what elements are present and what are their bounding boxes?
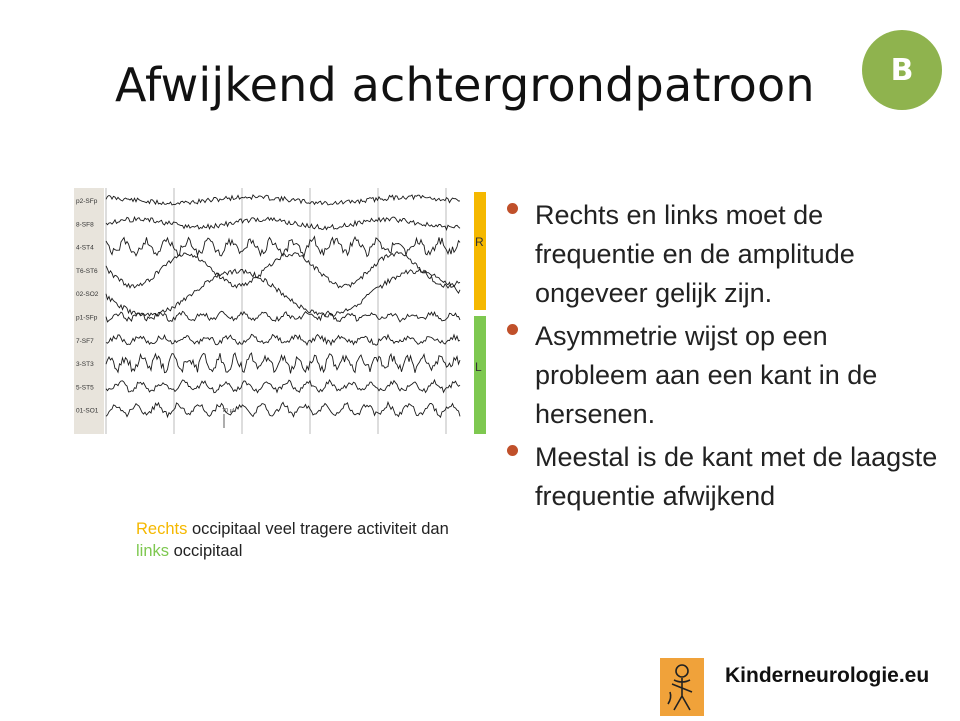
caption-right-word: Rechts: [136, 520, 188, 538]
channel-label: 3-ST3: [76, 361, 94, 369]
caption-left-word: links: [136, 542, 170, 560]
channel-label: 8-SF8: [76, 221, 94, 229]
side-label-left: L: [475, 360, 482, 374]
channel-label: 7-SF7: [76, 337, 94, 345]
channel-label: p1-SFp: [76, 314, 98, 322]
logo-figure-icon: [660, 658, 704, 716]
channel-label: p2-SFp: [76, 198, 98, 205]
channel-label: 5-ST5: [76, 384, 94, 392]
right-hemisphere-bar: [474, 192, 486, 310]
channel-label: 01-SO1: [76, 407, 99, 415]
bullet-text: Asymmetrie wijst op een probleem aan een kant in de hersenen.: [535, 321, 878, 429]
bullet-dot-icon: [507, 445, 518, 456]
channel-label: 4-ST4: [76, 244, 94, 252]
eeg-traces: [74, 186, 490, 438]
bullet-dot-icon: [507, 324, 518, 335]
site-logo: [660, 658, 930, 718]
bullet-dot-icon: [507, 203, 518, 214]
channel-label: T6-ST6: [76, 267, 98, 275]
bullet-item: [505, 317, 945, 434]
caption-text-end: occipitaal: [169, 542, 243, 560]
channel-label: 02-SO2: [76, 291, 99, 299]
bullet-text: Meestal is de kant met de laagste frequentie afwijkend: [535, 442, 938, 511]
figure-caption: [136, 518, 466, 562]
logo-text: Kinderneurologie.eu: [725, 664, 930, 687]
scale-label: 70 µV: [222, 408, 237, 414]
left-hemisphere-bar: [474, 316, 486, 434]
badge: [862, 30, 942, 110]
bullet-text: Rechts en links moet de frequentie en de amplitude ongeveer gelijk zijn.: [535, 200, 855, 308]
badge-label: B: [890, 52, 914, 88]
slide-title: Afwijkend achtergrondpatroon: [115, 58, 815, 112]
side-label-right: R: [475, 235, 484, 249]
trace-area: [104, 188, 462, 434]
bullet-item: [505, 196, 945, 313]
caption-text: occipitaal veel tragere activiteit dan: [187, 520, 449, 538]
eeg-figure: [74, 186, 490, 438]
bullet-item: [505, 438, 945, 516]
bullet-list: [505, 196, 945, 520]
